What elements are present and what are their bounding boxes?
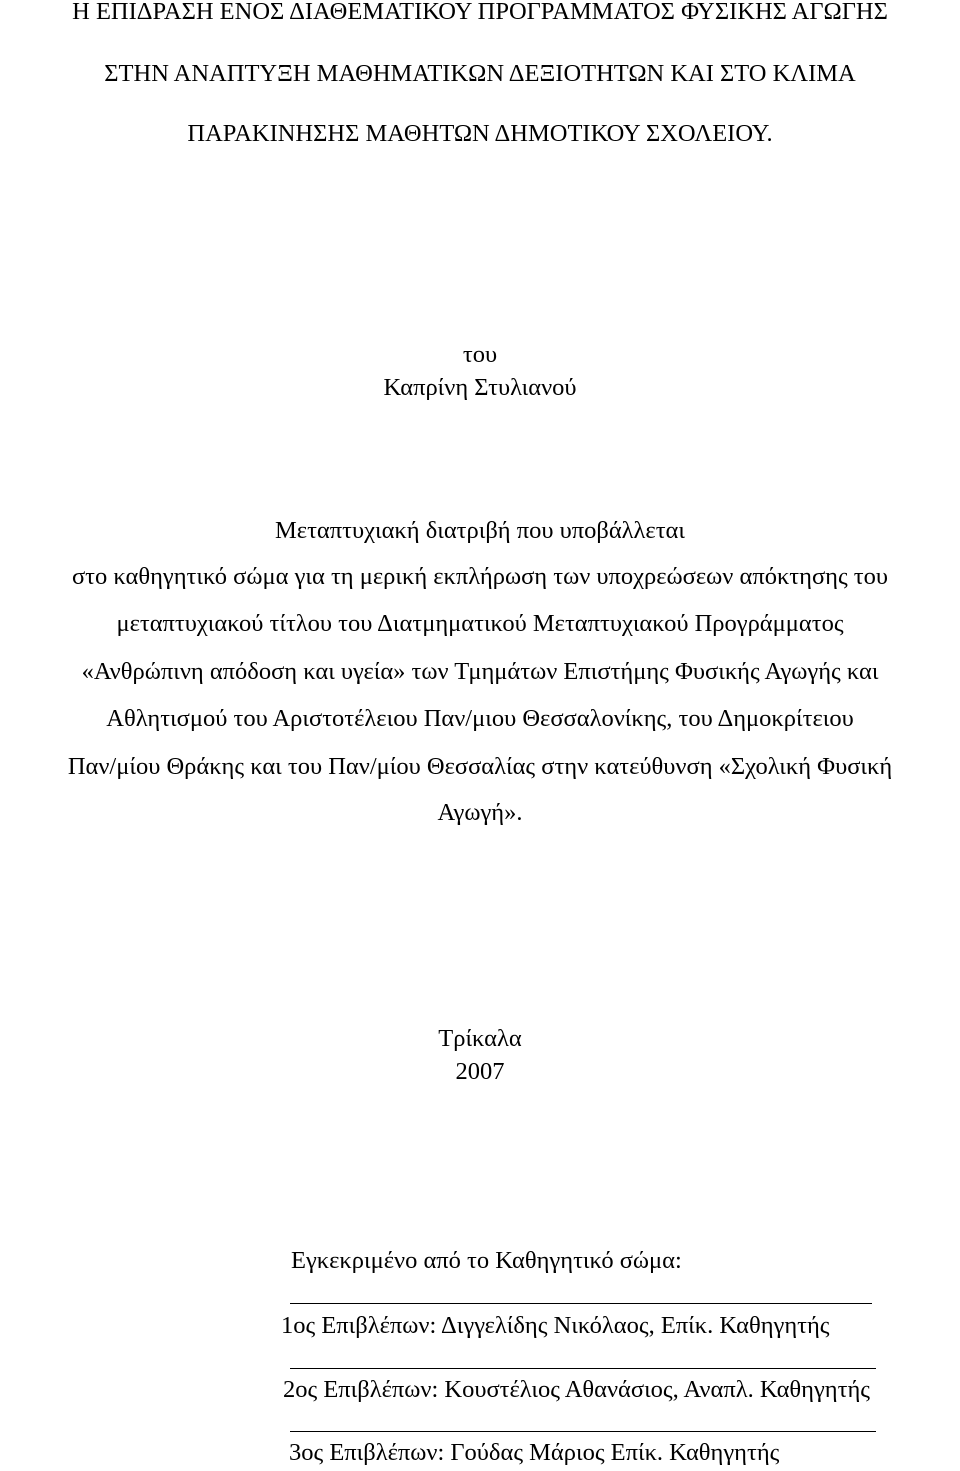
signature-line-1 [290,1303,872,1304]
thesis-line-4: Αθλητισμού του Αριστοτέλειου Παν/μιου Θεσσαλονίκης, του Δημοκρίτειου [106,705,854,732]
supervisor-1: 1ος Επιβλέπων: Διγγελίδης Νικόλαος, Επίκ. Καθηγητής [281,1312,830,1339]
supervisor-3: 3ος Επιβλέπων: Γούδας Μάριος Επίκ. Καθηγητής [289,1439,780,1466]
title-line-2: ΣΤΗΝ ΑΝΑΠΤΥΞΗ ΜΑΘΗΜΑΤΙΚΩΝ ΔΕΞΙΟΤΗΤΩΝ ΚΑΙ ΣΤΟ ΚΛΙΜΑ [104,60,856,87]
thesis-line-1: στο καθηγητικό σώμα για τη μερική εκπλήρωση των υποχρεώσεων απόκτησης του [71,563,889,590]
supervisor-2: 2ος Επιβλέπων: Κουστέλιος Αθανάσιος, Αναπλ. Καθηγητής [283,1376,870,1403]
thesis-line-5: Παν/μίου Θράκης και του Παν/μίου Θεσσαλίας στην κατεύθυνση «Σχολική Φυσική [67,753,893,780]
year: 2007 [455,1058,505,1085]
signature-line-3 [290,1431,876,1432]
place: Τρίκαλα [438,1025,522,1052]
thesis-line-3: «Ανθρώπινη απόδοση και υγεία» των Τμημάτων Επιστήμης Φυσικής Αγωγής και [81,658,879,685]
thesis-heading: Μεταπτυχιακή διατριβή που υποβάλλεται [275,517,685,544]
approval-heading: Εγκεκριμένο από το Καθηγητικό σώμα: [291,1247,682,1274]
thesis-line-2: μεταπτυχιακού τίτλου του Διατμηματικού Μεταπτυχιακού Προγράμματος [116,610,844,637]
thesis-line-6: Αγωγή». [437,799,523,826]
author-name: Καπρίνη Στυλιανού [383,374,577,401]
signature-line-2 [290,1368,876,1369]
author-prefix: του [462,341,498,368]
title-line-3: ΠΑΡΑΚΙΝΗΣΗΣ ΜΑΘΗΤΩΝ ΔΗΜΟΤΙΚΟΥ ΣΧΟΛΕΙΟΥ. [187,120,773,147]
title-line-1: Η ΕΠΙΔΡΑΣΗ ΕΝΟΣ ΔΙΑΘΕΜΑΤΙΚΟΥ ΠΡΟΓΡΑΜΜΑΤΟΣ ΦΥΣΙΚΗΣ ΑΓΩΓΗΣ [72,0,888,25]
